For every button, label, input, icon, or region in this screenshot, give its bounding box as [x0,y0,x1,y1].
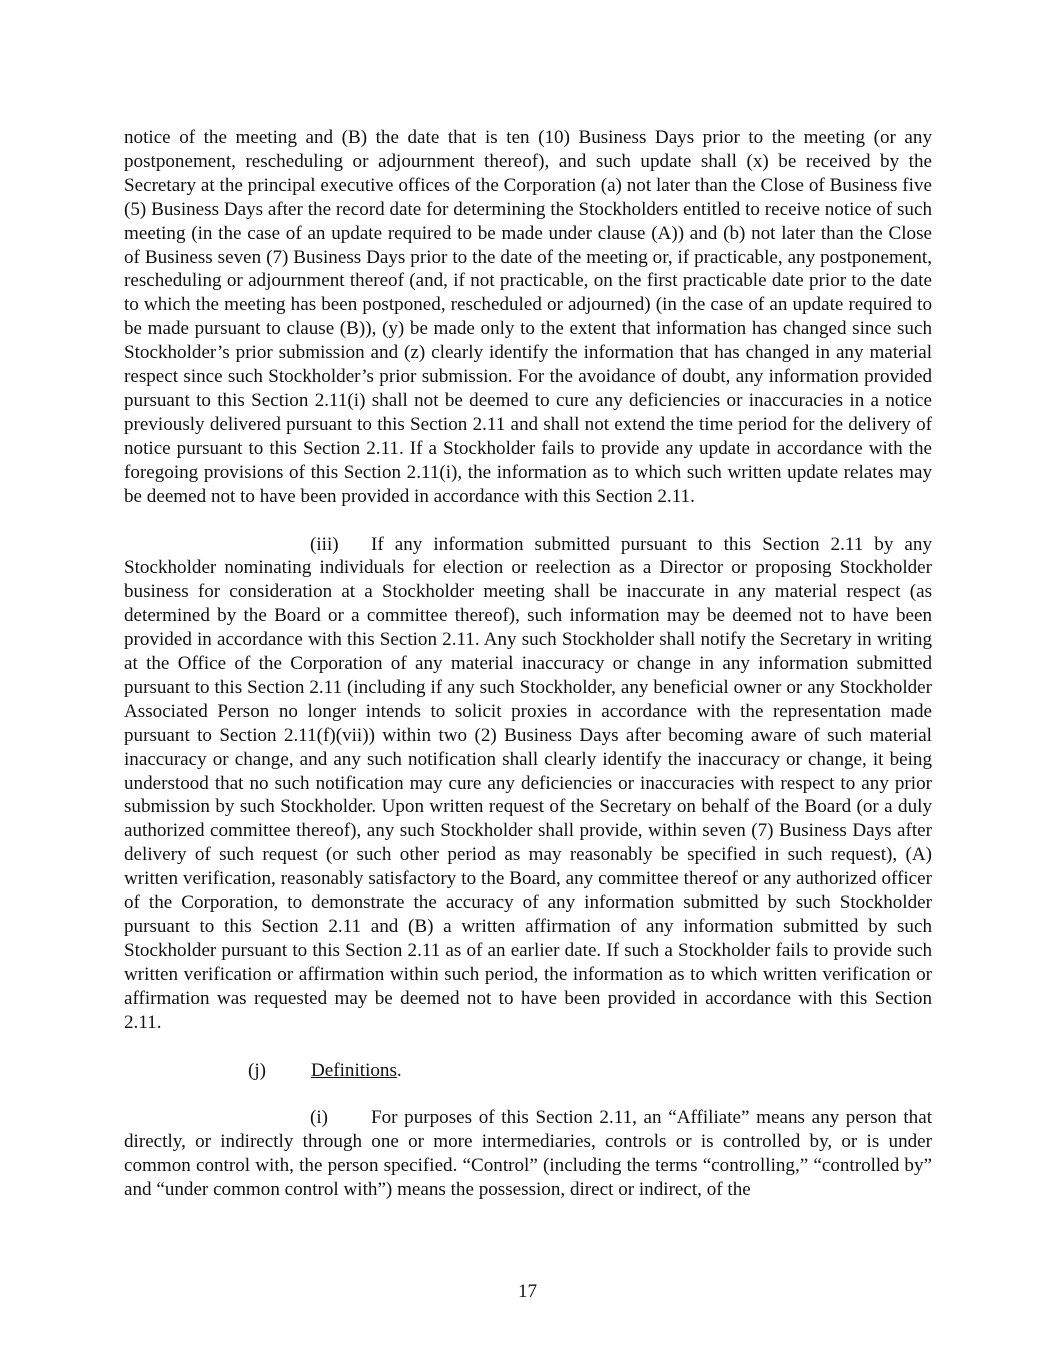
paragraph-continuation: notice of the meeting and (B) the date that is ten (10) Business Days prior to the meeting (or any postponement, rescheduling or adjournment thereof), and such update shall (x) be received by the Secretary at the principal executive offices of the Corporation (a) not later than the Close of Business five (5) Business Days after the record date for determining the Stockholders entitled to receive notice of such meeting (in the case of an update required to be made under clause (A)) and (b) not later than the Close of Business seven (7) Business Days prior to the date of the meeting or, if practicable, any postponement, rescheduling or adjournment thereof (and, if not practicable, on the first practicable date prior to the date to which the meeting has been postponed, rescheduled or adjourned) (in the case of an update required to be made pursuant to clause (B)), (y) be made only to the extent that information has changed since such Stockholder’s prior submission and (z) clearly identify the information that has changed in any material respect since such Stockholder’s prior submission. For the avoidance of doubt, any information provided pursuant to this Section 2.11(i) shall not be deemed to cure any deficiencies or inaccuracies in a notice previously delivered pursuant to this Section 2.11 and shall not extend the time period for the delivery of notice pursuant to this Section 2.11. If a Stockholder fails to provide any update in accordance with the foregoing provisions of this Section 2.11(i), the information as to which such written update relates may be deemed not to have been provided in accordance with this Section 2.11. [124,127,932,507]
section-title-period: . [396,1059,402,1081]
paragraph-text: For purposes of this Section 2.11, an “Affiliate” means any person that directly, or indirectly through one or more intermediaries, controls or is controlled by, or is under common control with, the person specified. “Control” (including the terms “controlling,” “controlled by” and “under common control with”) means the possession, direct or indirect, of the [124,1107,932,1201]
paragraph-number: (iii) [310,533,339,555]
document-page [124,126,932,1202]
paragraph-i [124,1106,932,1202]
paragraph-gap [124,509,932,533]
page-number: 17 [517,1281,538,1302]
paragraph-number: (i) [310,1107,329,1129]
section-number: (j) [248,1059,267,1081]
paragraph-gap [124,1082,932,1106]
paragraph-iii [124,533,932,1035]
paragraph-text: If any information submitted pursuant to this Section 2.11 by any Stockholder nominating individuals for election or reelection as a Director or proposing Stockholder business for consideration at a Stockholder meeting shall be inaccurate in any material respect (as determined by the Board or a committee thereof), such information may be deemed not to have been provided in accordance with this Section 2.11. Any such Stockholder shall notify the Secretary in writing at the Office of the Corporation of any material inaccuracy or change in any information submitted pursuant to this Section 2.11 (including if any such Stockholder, any beneficial owner or any Stockholder Associated Person no longer intends to solicit proxies in accordance with the representation made pursuant to Section 2.11(f)(vii)) within two (2) Business Days after becoming aware of such material inaccuracy or change, and any such notification shall clearly identify the inaccuracy or change, it being understood that no such notification may cure any deficiencies or inaccuracies with respect to any prior submission by such Stockholder. Upon written request of the Secretary on behalf of the Board (or a duly authorized committee thereof), any such Stockholder shall provide, within seven (7) Business Days after delivery of such request (or such other period as may reasonably be specified in such request), (A) written verification, reasonably satisfactory to the Board, any committee thereof or any authorized officer of the Corporation, to demonstrate the accuracy of any information submitted by such Stockholder pursuant to this Section 2.11 and (B) a written affirmation of any information submitted by such Stockholder pursuant to this Section 2.11 as of an earlier date. If such a Stockholder fails to provide such written verification or affirmation within such period, the information as to which written verification or affirmation was requested may be deemed not to have been provided in accordance with this Section 2.11. [124,533,932,1033]
section-title: Definitions [311,1059,397,1081]
section-heading-j [124,1059,932,1083]
paragraph-gap [124,1035,932,1059]
